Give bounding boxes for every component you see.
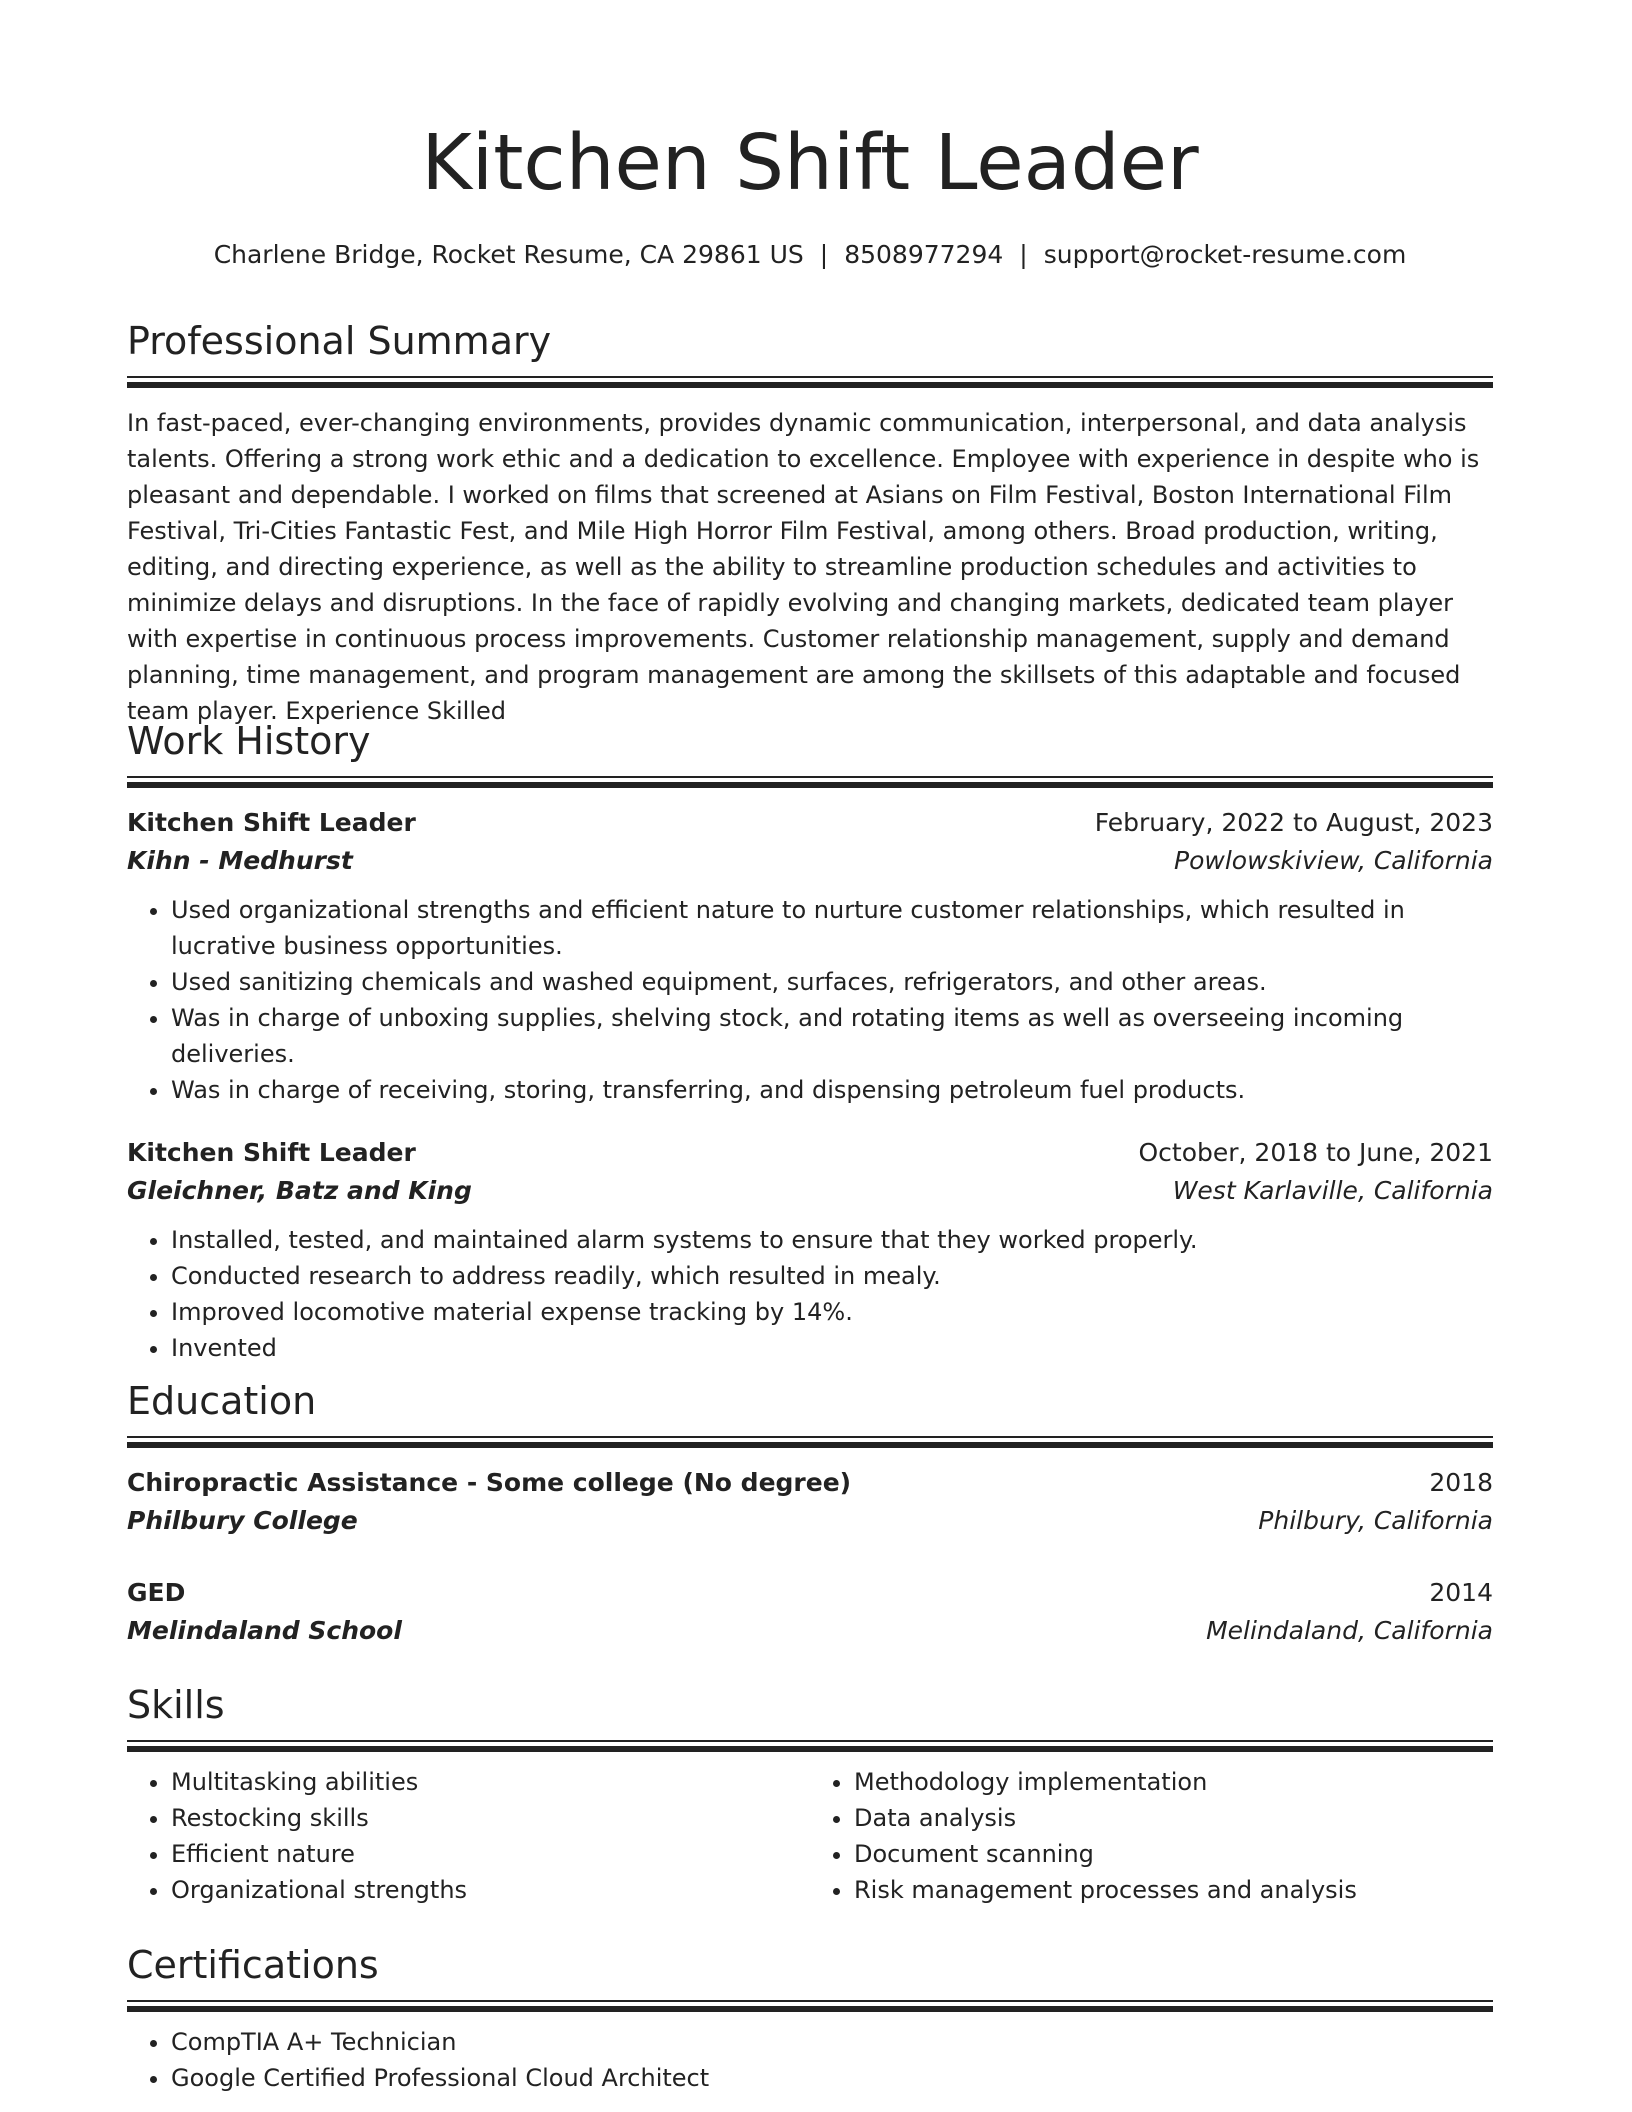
education-section	[127, 1378, 1493, 1650]
job-entry	[127, 1134, 1493, 1366]
list-item: • Was in charge of receiving, storing, transferring, and dispensing petroleum fuel products.	[171, 1072, 1493, 1108]
contact-line	[127, 238, 1493, 272]
contact-separator: |	[819, 240, 829, 269]
education-degree: GED	[127, 1578, 186, 1607]
education-year: 2014	[1429, 1578, 1493, 1607]
education-location: Melindaland, California	[1206, 1616, 1493, 1645]
resume-title: Kitchen Shift Leader	[421, 119, 1199, 208]
list-item: • Was in charge of unboxing supplies, shelving stock, and rotating items as well as overseeing incoming deliveries.	[171, 1000, 1493, 1072]
education-school: Melindaland School	[127, 1616, 402, 1645]
contact-separator: |	[1019, 240, 1028, 269]
list-item: • Risk management processes and analysis	[854, 1872, 1493, 1908]
list-item: • Efficient nature	[171, 1836, 810, 1872]
education-entry	[127, 1574, 1493, 1650]
section-heading: Education	[127, 1379, 317, 1423]
job-location: Powlowskiview, California	[1174, 846, 1493, 875]
list-item: • Multitasking abilities	[171, 1764, 810, 1800]
section-divider	[127, 2000, 1493, 2012]
list-item: • Methodology implementation	[854, 1764, 1493, 1800]
job-company: Kihn - Medhurst	[127, 846, 353, 875]
certifications-section	[127, 1942, 1493, 2096]
list-item: • Invented	[171, 1330, 1493, 1366]
job-role: Kitchen Shift Leader	[127, 808, 416, 837]
skills-columns	[127, 1764, 1493, 1908]
job-role: Kitchen Shift Leader	[127, 1138, 416, 1167]
summary-section	[127, 318, 1493, 729]
education-entry	[127, 1464, 1493, 1540]
list-item: • Improved locomotive material expense tracking by 14%.	[171, 1294, 1493, 1330]
skills-list-right	[810, 1764, 1493, 1908]
job-bullets	[127, 1222, 1493, 1366]
list-item: • Conducted research to address readily, which resulted in mealy.	[171, 1258, 1493, 1294]
section-divider	[127, 376, 1493, 388]
contact-address: Charlene Bridge, Rocket Resume, CA 29861 US	[213, 240, 804, 269]
list-item: • Installed, tested, and maintained alarm systems to ensure that they worked properly.	[171, 1222, 1493, 1258]
job-dates: February, 2022 to August, 2023	[1094, 808, 1493, 837]
skills-section	[127, 1682, 1493, 1908]
list-item: • Used sanitizing chemicals and washed equipment, surfaces, refrigerators, and other areas.	[171, 964, 1493, 1000]
section-heading: Professional Summary	[127, 319, 552, 363]
job-bullets	[127, 892, 1493, 1108]
contact-phone: 8508977294	[844, 240, 1004, 269]
list-item: • Google Certified Professional Cloud Architect	[171, 2060, 1493, 2096]
section-divider	[127, 776, 1493, 788]
education-location: Philbury, California	[1258, 1506, 1493, 1535]
summary-text: In fast-paced, ever-changing environments, provides dynamic communication, interpersonal, and data analysis talents. Offering a strong work ethic and a dedication to excellence. Employee with experience in despite who is pleasant and dependable. I worked on films that screened at Asians on Film Festival, Boston International Film Festival, Tri-Cities Fantastic Fest, and Mile High Horror Film Festival, among others. Broad production, writing, editing, and directing experience, as well as the ability to streamline production schedules and activities to minimize delays and disruptions. In the face of rapidly evolving and changing markets, dedicated team player with expertise in continuous process improvements. Customer relationship management, supply and demand planning, time management, and program management are among the skillsets of this adaptable and focused team player. Experience Skilled	[127, 409, 1480, 725]
list-item: • Used organizational strengths and efficient nature to nurture customer relationships, which resulted in lucrative business opportunities.	[171, 892, 1493, 964]
section-heading: Work History	[127, 719, 371, 763]
list-item: • Data analysis	[854, 1800, 1493, 1836]
job-dates: October, 2018 to June, 2021	[1138, 1138, 1493, 1167]
education-year: 2018	[1429, 1468, 1493, 1497]
work-history-section	[127, 718, 1493, 1366]
section-divider	[127, 1740, 1493, 1752]
education-school: Philbury College	[127, 1506, 358, 1535]
education-degree: Chiropractic Assistance - Some college (No degree)	[127, 1468, 852, 1497]
section-heading: Skills	[127, 1683, 225, 1727]
list-item: • Document scanning	[854, 1836, 1493, 1872]
job-company: Gleichner, Batz and King	[127, 1176, 472, 1205]
skills-list-left	[127, 1764, 810, 1908]
section-divider	[127, 1436, 1493, 1448]
list-item: • Restocking skills	[171, 1800, 810, 1836]
list-item: • Organizational strengths	[171, 1872, 810, 1908]
contact-email: support@rocket-resume.com	[1043, 240, 1407, 269]
list-item: • CompTIA A+ Technician	[171, 2024, 1493, 2060]
section-heading: Certifications	[127, 1943, 379, 1987]
certifications-list	[127, 2024, 1493, 2096]
job-location: West Karlaville, California	[1172, 1176, 1493, 1205]
job-entry	[127, 804, 1493, 1108]
